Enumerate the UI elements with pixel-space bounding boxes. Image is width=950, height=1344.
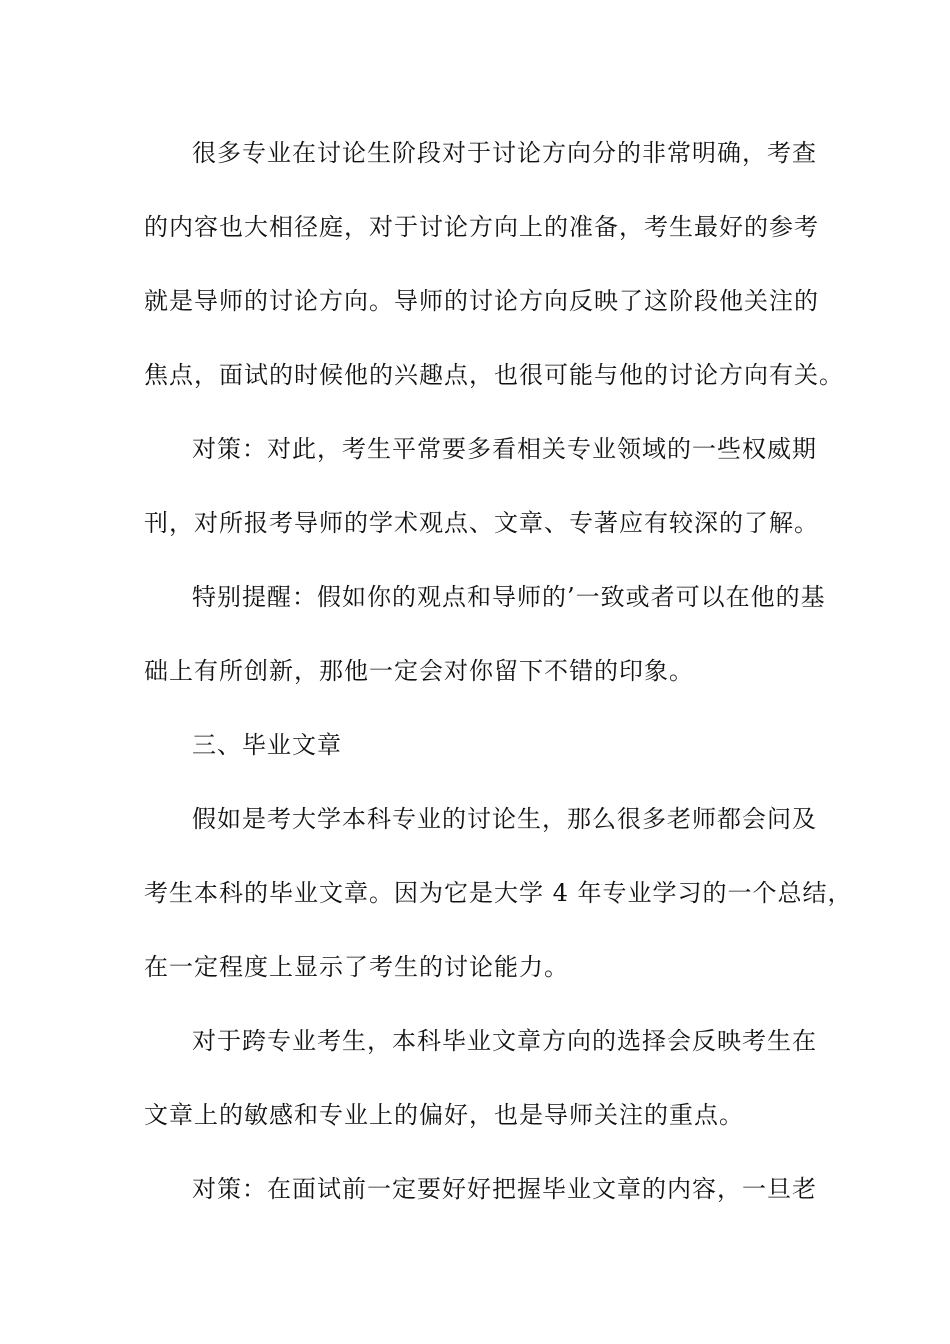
paragraph-line: 文章上的敏感和专业上的偏好，也是导师关注的重点。 xyxy=(144,1101,744,1129)
paragraph-line: 特别提醒：假如你的观点和导师的’一致或者可以在他的基 xyxy=(192,583,826,611)
paragraph-line: 假如是考大学本科专业的讨论生，那么很多老师都会问及 xyxy=(192,805,817,833)
paragraph-line: 就是导师的讨论方向。导师的讨论方向反映了这阶段他关注的 xyxy=(144,287,819,315)
section-heading: 三、毕业文章 xyxy=(192,731,342,759)
paragraph-line: 对策：对此，考生平常要多看相关专业领域的一些权威期 xyxy=(192,435,817,463)
paragraph-line: 焦点，面试的时候他的兴趣点，也很可能与他的讨论方向有关。 xyxy=(144,361,844,389)
paragraph-line: 对策：在面试前一定要好好把握毕业文章的内容，一旦老 xyxy=(192,1175,817,1203)
paragraph-line: 在一定程度上显示了考生的讨论能力。 xyxy=(144,953,569,981)
paragraph-line: 考生本科的毕业文章。因为它是大学 4 年专业学习的一个总结， xyxy=(144,879,853,907)
paragraph-line: 对于跨专业考生，本科毕业文章方向的选择会反映考生在 xyxy=(192,1027,817,1055)
paragraph-line: 的内容也大相径庭，对于讨论方向上的准备，考生最好的参考 xyxy=(144,213,819,241)
paragraph-line: 础上有所创新，那他一定会对你留下不错的印象。 xyxy=(144,657,694,685)
paragraph-line: 刊，对所报考导师的学术观点、文章、专著应有较深的了解。 xyxy=(144,509,819,537)
paragraph-line: 很多专业在讨论生阶段对于讨论方向分的非常明确，考查 xyxy=(192,139,817,167)
